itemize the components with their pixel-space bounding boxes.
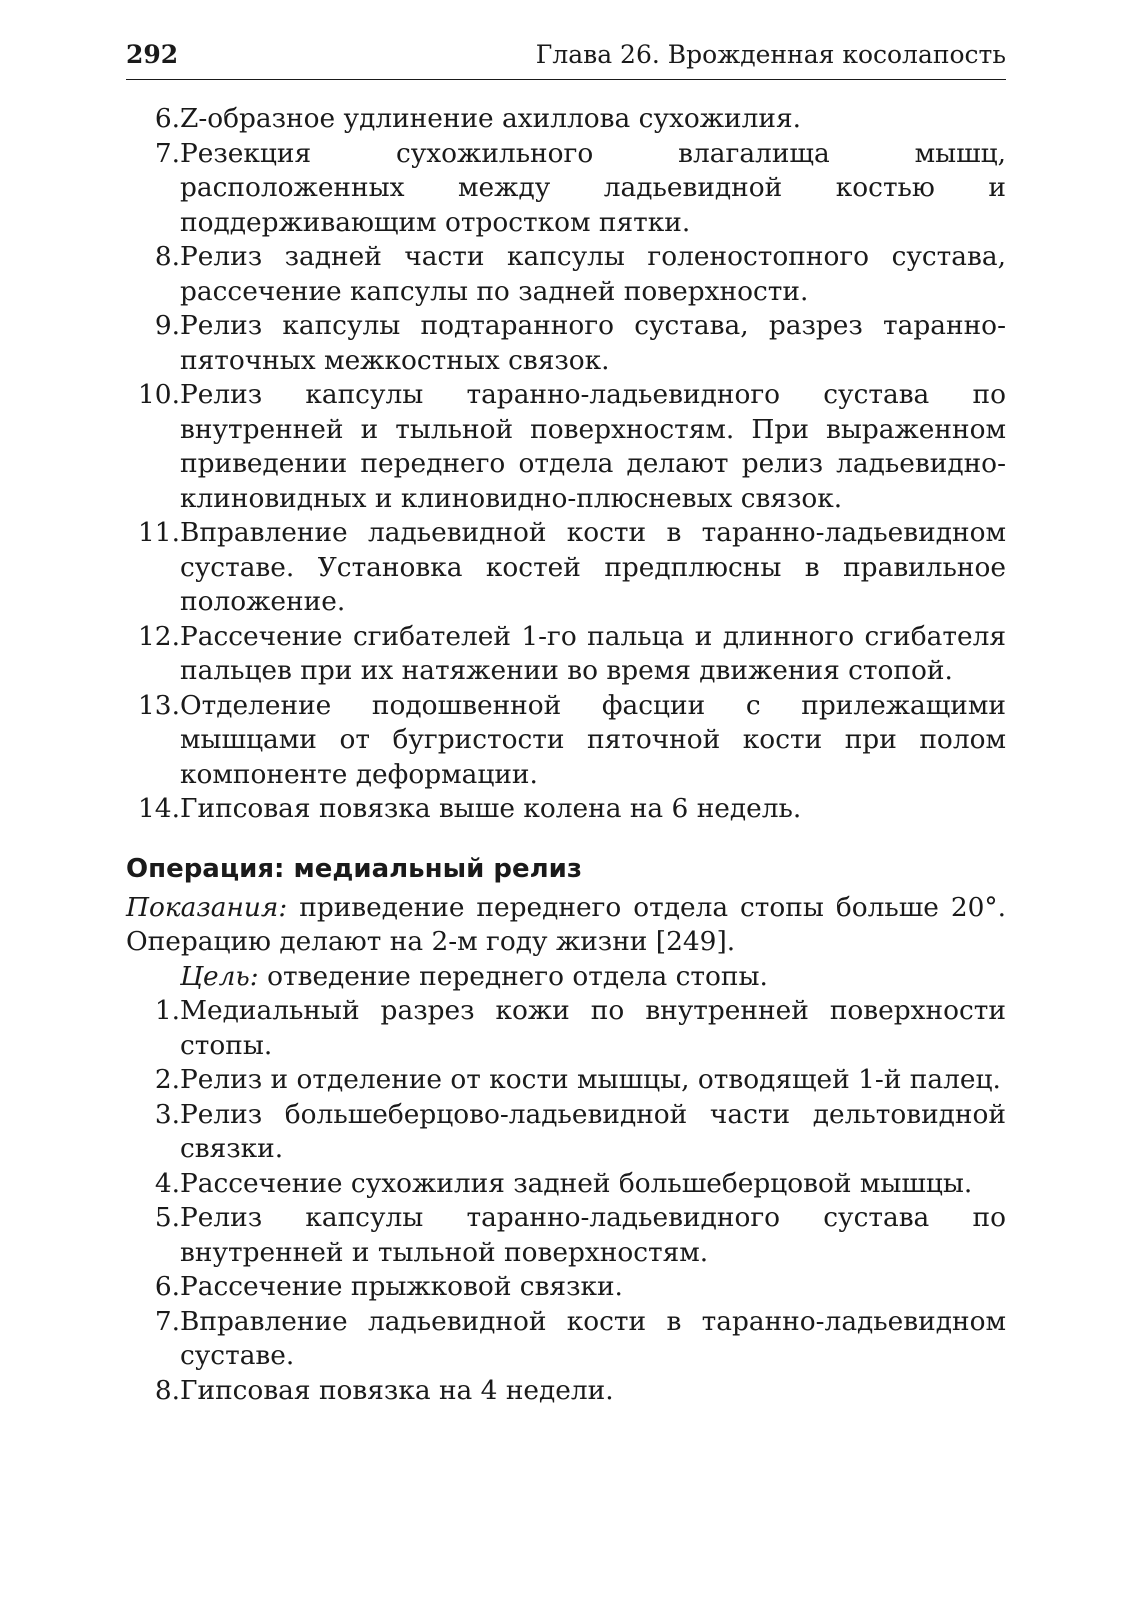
page xyxy=(126,40,1006,1408)
list-item xyxy=(126,1270,1006,1305)
list-item xyxy=(126,620,1006,689)
item-number: 5. xyxy=(154,1202,180,1233)
list-item xyxy=(126,689,1006,793)
item-text: Вправление ладьевидной кости в таранно-ладьевидном суставе. Установка костей предплюсны в правильное положение. xyxy=(180,517,1006,617)
item-text: Рассечение прыжковой связки. xyxy=(180,1271,623,1302)
item-number: 11. xyxy=(138,517,180,548)
running-head: Глава 26. Врожденная косолапость xyxy=(535,40,1006,69)
goal-text: отведение переднего отдела стопы. xyxy=(258,960,768,992)
item-number: 8. xyxy=(154,1374,180,1406)
item-number: 2. xyxy=(154,1064,180,1095)
list-item xyxy=(126,102,1006,137)
medial-release-steps-list xyxy=(126,994,1006,1408)
goal-paragraph xyxy=(126,960,1006,995)
list-item xyxy=(126,137,1006,241)
goal-label: Цель: xyxy=(180,960,259,992)
page-number: 292 xyxy=(126,40,179,69)
list-item xyxy=(126,1167,1006,1202)
item-text: Релиз задней части капсулы голеностопного сустава, рассечение капсулы по задней поверхности. xyxy=(180,241,1006,307)
list-item xyxy=(126,994,1006,1063)
item-text: Релиз большеберцово-ладьевидной части дельтовидной связки. xyxy=(180,1098,1006,1164)
item-number: 14. xyxy=(138,793,180,824)
item-number: 8. xyxy=(154,241,180,272)
list-item xyxy=(126,1063,1006,1098)
item-number: 12. xyxy=(138,620,180,652)
list-item xyxy=(126,309,1006,378)
indications-text: приведение переднего отдела стопы больше 20°. Операцию делают на 2-м году жизни [249]. xyxy=(126,891,1006,957)
item-text: Релиз и отделение от кости мышцы, отводящей 1-й палец. xyxy=(180,1064,1001,1095)
item-text: Отделение подошвенной фасции с прилежащими мышцами от бугристости пяточной кости при полом компоненте деформации. xyxy=(180,689,1006,790)
item-text: Медиальный разрез кожи по внутренней поверхности стопы. xyxy=(180,995,1006,1061)
item-number: 10. xyxy=(138,379,180,410)
indications-label: Показания: xyxy=(126,891,288,923)
item-text: Гипсовая повязка на 4 недели. xyxy=(180,1374,614,1406)
list-item xyxy=(126,1305,1006,1374)
item-text: Вправление ладьевидной кости в таранно-ладьевидном суставе. xyxy=(180,1305,1006,1371)
item-text: Рассечение сгибателей 1-го пальца и длинного сгибателя пальцев при их натяжении во время движения стопой. xyxy=(180,620,1006,686)
item-text: Гипсовая повязка выше колена на 6 недель. xyxy=(180,793,802,824)
list-item xyxy=(126,240,1006,309)
list-item xyxy=(126,378,1006,516)
item-text: Z-образное удлинение ахиллова сухожилия. xyxy=(180,103,802,134)
page-header xyxy=(126,40,1006,80)
item-text: Релиз капсулы таранно-ладьевидного сустава по внутренней и тыльной поверхностям. xyxy=(180,1202,1006,1268)
list-item xyxy=(126,1374,1006,1409)
list-item xyxy=(126,516,1006,620)
item-text: Рассечение сухожилия задней большеберцовой мышцы. xyxy=(180,1167,973,1199)
item-number: 13. xyxy=(138,689,180,721)
item-number: 6. xyxy=(154,103,180,134)
indications-paragraph xyxy=(126,891,1006,960)
list-item xyxy=(126,1201,1006,1270)
item-number: 7. xyxy=(154,1305,180,1337)
procedure-steps-list xyxy=(126,102,1006,827)
item-number: 6. xyxy=(154,1271,180,1302)
item-text: Релиз капсулы подтаранного сустава, разрез таранно-пяточных межкостных связок. xyxy=(180,310,1006,376)
item-number: 3. xyxy=(154,1098,180,1130)
item-number: 7. xyxy=(154,137,180,169)
item-text: Релиз капсулы таранно-ладьевидного сустава по внутренней и тыльной поверхностям. При выраженном приведении переднего отдела делают релиз ладьевидно-клиновидных и клиновидно-плюсневых связок. xyxy=(180,379,1006,514)
section-heading: Операция: медиальный релиз xyxy=(126,853,582,884)
item-text: Резекция сухожильного влагалища мышц, расположенных между ладьевидной костью и поддерживающим отростком пятки. xyxy=(180,137,1006,238)
item-number: 9. xyxy=(154,310,180,341)
list-item xyxy=(126,1098,1006,1167)
item-number: 1. xyxy=(154,995,180,1026)
list-item xyxy=(126,792,1006,827)
item-number: 4. xyxy=(154,1167,180,1199)
